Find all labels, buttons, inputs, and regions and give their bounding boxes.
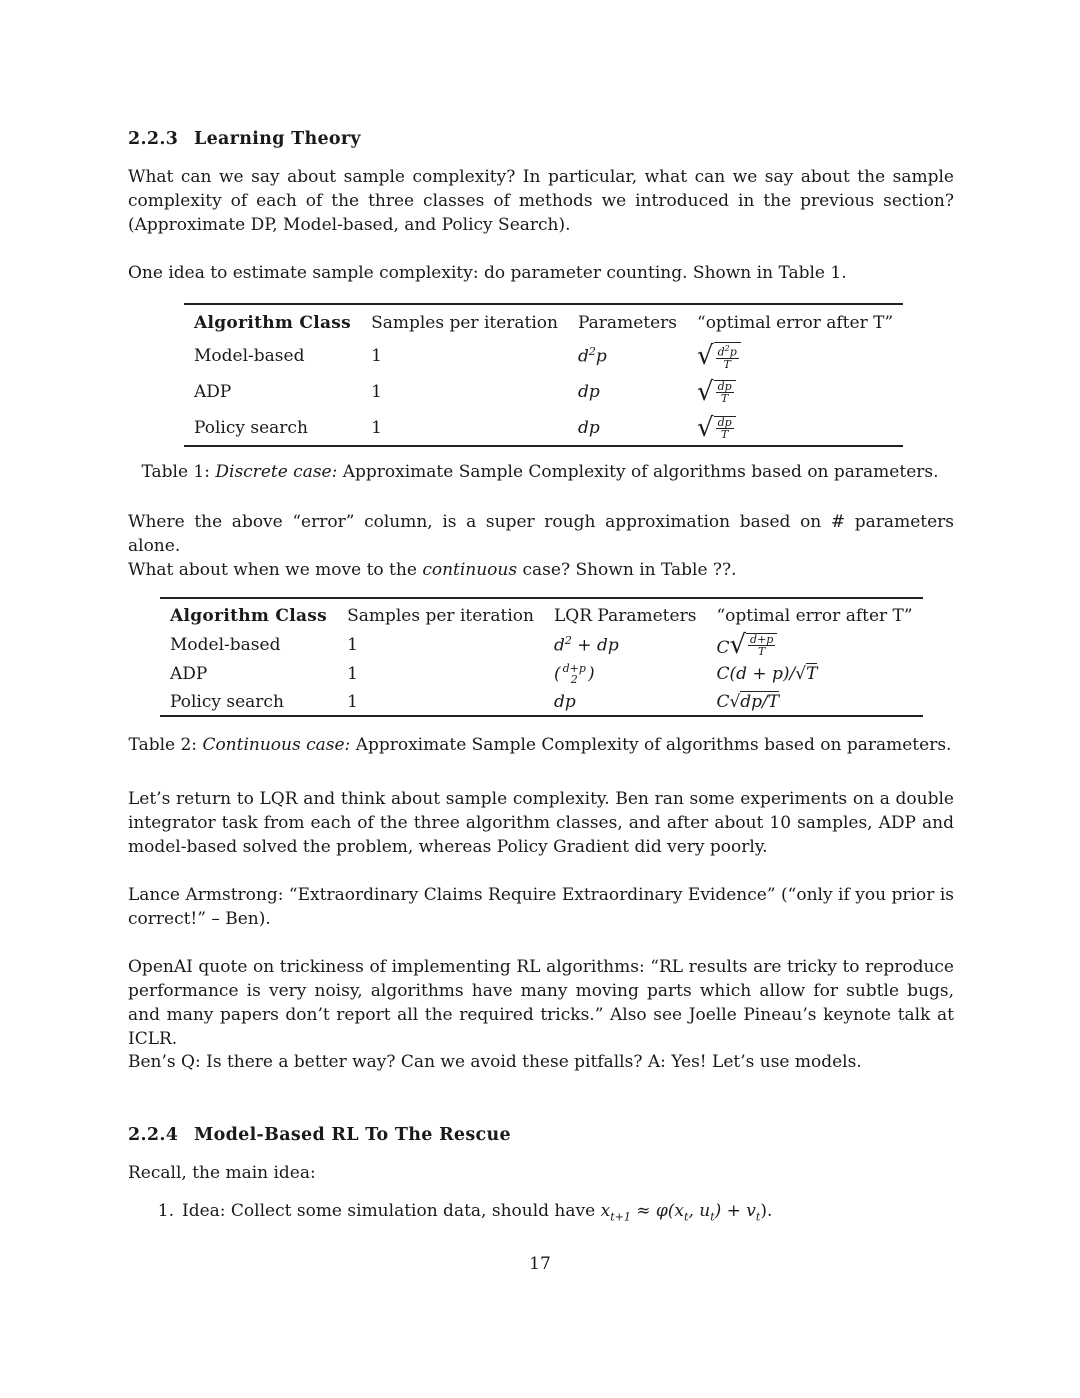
table2-cell-params: $d^2$ + dp — [554, 634, 619, 656]
table2-header-algorithm: Algorithm Class — [170, 605, 328, 626]
table2-cell-error: C√dp/T — [716, 691, 780, 712]
table1-cell-samples: 1 — [371, 417, 382, 438]
caption-italic: Discrete case: — [215, 462, 338, 482]
paragraph-sample-complexity: What can we say about sample complexity? In particular, what can we say about the sample complexity of each of the three classes of methods we introduced in the previous section? (Approximate DP, Model-based, and Policy Search). — [128, 167, 954, 235]
section-title: Learning Theory — [194, 129, 361, 149]
table1-cell-error: √ $\frac{dp}{T}$ — [687, 374, 903, 410]
table2-cell-samples: 1 — [347, 664, 358, 684]
caption-text: Approximate Sample Complexity of algorithms based on parameters. — [342, 462, 939, 482]
caption-text: Approximate Sample Complexity of algorithms based on parameters. — [355, 735, 952, 755]
table2-cell-samples: 1 — [347, 691, 358, 712]
table-row — [184, 410, 903, 446]
table1-cell-class: Policy search — [194, 417, 308, 438]
table2-cell-params: dp — [554, 691, 576, 712]
table2-cell-samples: 1 — [347, 635, 358, 655]
paragraph-lqr-experiments: Let’s return to LQR and think about sample complexity. Ben ran some experiments on a double integrator task from each of the three algorithm classes, and after about 10 samples, ADP and model-based solved the problem, whereas Policy Gradient did very poorly. — [128, 789, 954, 857]
table1-cell-class: ADP — [194, 382, 232, 402]
table2-cell-class: ADP — [170, 664, 208, 684]
section-heading-learning-theory — [128, 129, 361, 149]
table2-cell-error: C √ $\frac{d+p}{T}$ — [706, 630, 922, 660]
table1-header-algorithm: Algorithm Class — [194, 312, 352, 333]
text-before: What about when we move to the — [128, 560, 417, 580]
paragraph-bens-question: Ben’s Q: Is there a better way? Can we avoid these pitfalls? A: Yes! Let’s use models. — [128, 1052, 862, 1072]
list-number: 1. — [157, 1201, 174, 1221]
list-item: 1. Idea: Collect some simulation data, should have $x_{t+1} \approx \varphi(x_t$, $u_t) + v_t$). — [128, 1201, 954, 1223]
list-text: Idea: Collect some simulation data, should have — [182, 1201, 596, 1221]
section-heading-model-based — [128, 1125, 511, 1145]
paragraph-lance-quote: Lance Armstrong: “Extraordinary Claims Require Extraordinary Evidence” (“only if you prior is correct!” – Ben). — [128, 885, 954, 929]
table1-cell-params: dp — [578, 417, 600, 438]
table1-cell-class: Model-based — [194, 346, 305, 366]
table2-cell-error: C(d + p)/√T — [716, 664, 818, 684]
text-after: case? Shown in Table ??. — [522, 560, 737, 580]
table-continuous — [160, 597, 923, 717]
section-number: 2.2.3 — [128, 129, 179, 149]
table1-header-samples: Samples per iteration — [371, 312, 558, 333]
table2-cell-class: Policy search — [170, 691, 284, 712]
table1-cell-error: √ $\frac{d^2p}{T}$ — [687, 338, 903, 374]
table1-cell-samples: 1 — [371, 346, 382, 366]
table1-caption — [0, 462, 1080, 482]
table-discrete — [184, 303, 903, 447]
paragraph-parameter-counting: One idea to estimate sample complexity: do parameter counting. Shown in Table 1. — [128, 263, 847, 283]
caption-label: Table 2: — [128, 735, 198, 755]
table-row — [184, 374, 903, 410]
paragraph-openai-quote: OpenAI quote on trickiness of implementing RL algorithms: “RL results are tricky to reproduce performance is very noisy, algorithms have many moving parts which allow for subtle bugs, and many papers don’t report all the required tricks.” Also see Joelle Pineau’s keynote talk at ICLR. — [128, 957, 954, 1049]
table-row — [160, 630, 923, 660]
table1-header-error: “optimal error after T” — [697, 312, 894, 333]
table1-cell-params: dp — [578, 382, 600, 402]
table2-cell-params: ( d+p 2 ) — [554, 662, 595, 686]
table1-header-parameters: Parameters — [578, 312, 677, 333]
paragraph-continuous — [128, 558, 954, 582]
table1-cell-samples: 1 — [371, 382, 382, 402]
table-row — [184, 338, 903, 374]
page-number: 17 — [529, 1254, 551, 1274]
table2-header-parameters: LQR Parameters — [554, 605, 697, 626]
table2-header-error: “optimal error after T” — [716, 605, 913, 626]
table1-cell-error: √ $\frac{dp}{T}$ — [687, 410, 903, 446]
list-math: $x_{t+1} \approx \varphi(x_t$, $u_t) + v_t$ — [600, 1201, 761, 1224]
table2-caption — [0, 735, 1080, 755]
idea-list — [128, 1201, 954, 1223]
section-title: Model-Based RL To The Rescue — [194, 1125, 511, 1145]
caption-label: Table 1: — [141, 462, 210, 482]
paragraph-recall: Recall, the main idea: — [128, 1163, 316, 1183]
section-number: 2.2.4 — [128, 1125, 179, 1145]
table1-cell-params: $d^2p$ — [578, 345, 607, 367]
paragraph-error-column: Where the above “error” column, is a super rough approximation based on # parameters alone. — [128, 512, 954, 556]
caption-italic: Continuous case: — [202, 735, 351, 755]
text-italic: continuous — [422, 560, 518, 580]
table-row — [160, 688, 923, 716]
table2-cell-class: Model-based — [170, 635, 281, 655]
table2-header-samples: Samples per iteration — [347, 605, 534, 626]
table-row — [160, 660, 923, 688]
